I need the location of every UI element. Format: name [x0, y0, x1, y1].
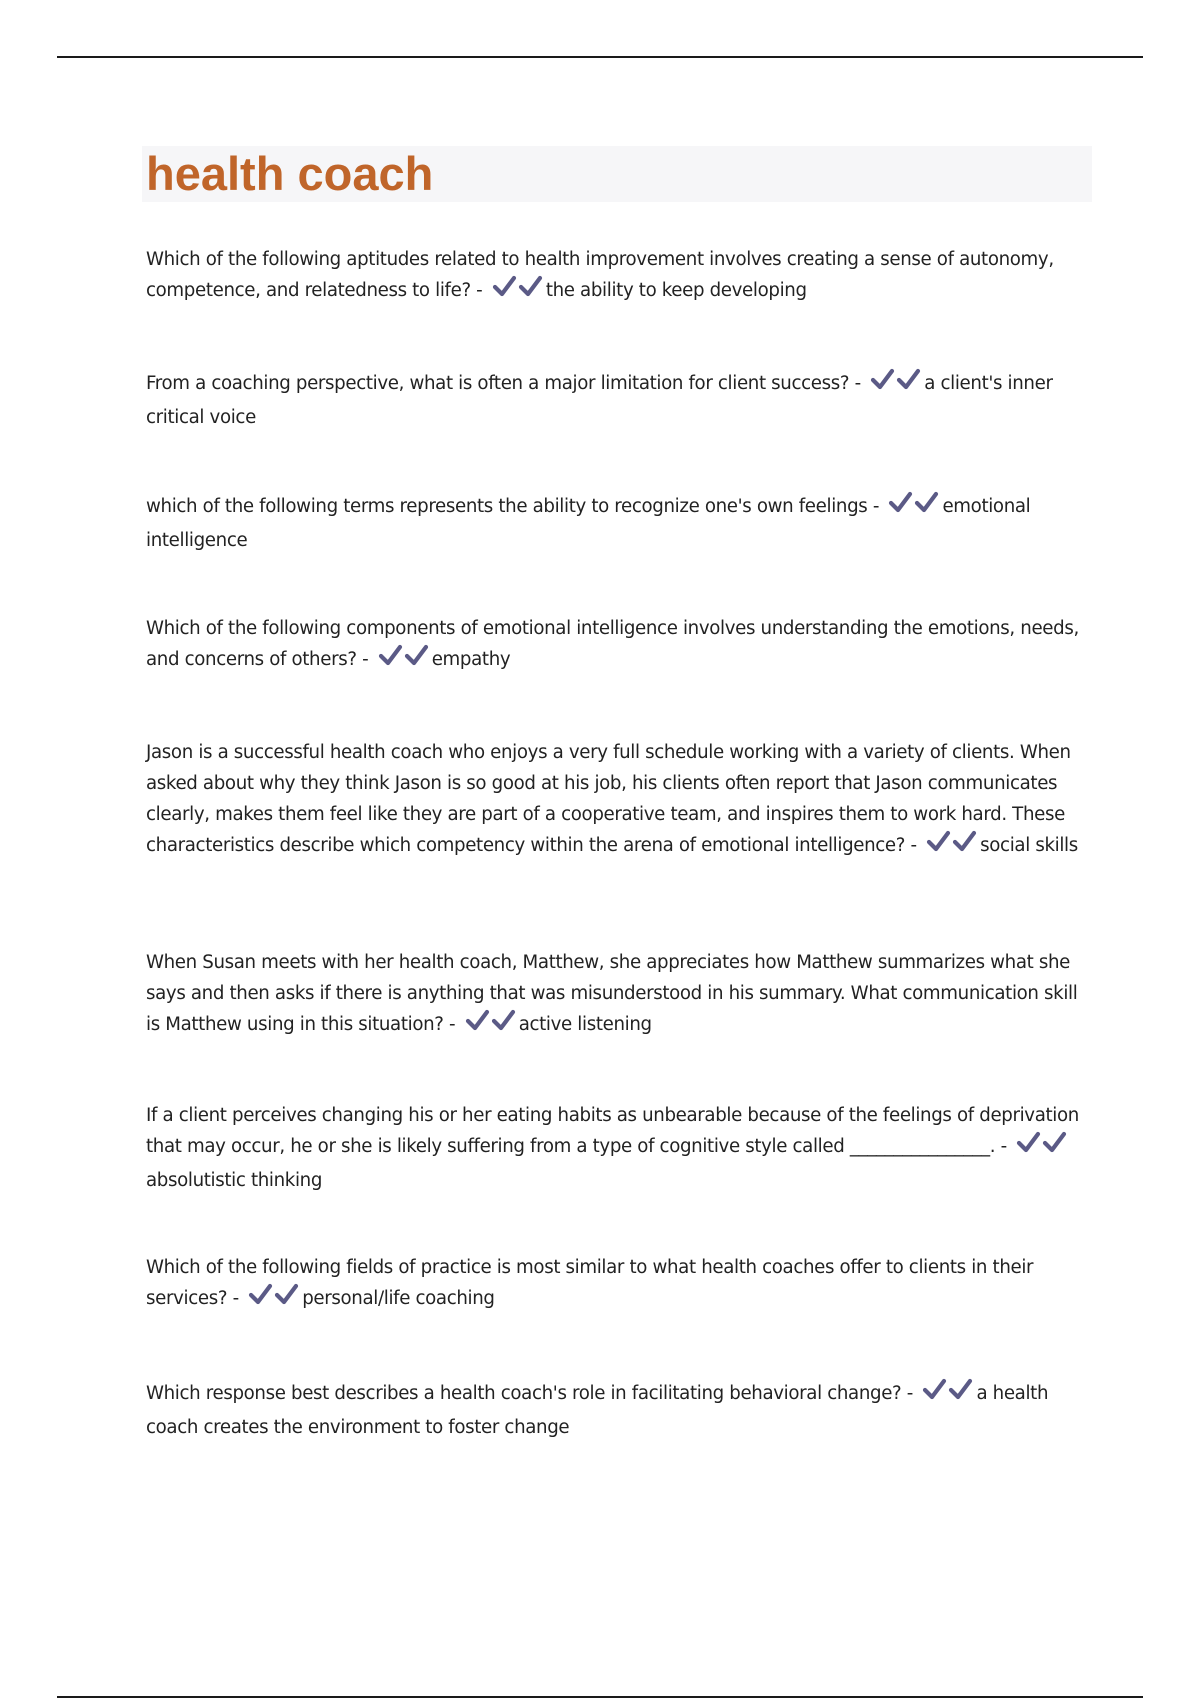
answer-text: emotional intelligence	[146, 496, 1031, 551]
question-text: Which of the following fields of practice is most similar to what health coaches offer to clients in their services?	[146, 1257, 1034, 1309]
double-check-icon	[926, 830, 978, 864]
question-text: When Susan meets with her health coach, Matthew, she appreciates how Matthew summarizes what she says and then asks if there is anything that was misunderstood in his summary. What communication skill is Matthew using in this situation?	[146, 952, 1078, 1035]
qa-item	[146, 1378, 1091, 1443]
question-text: Which response best describes a health coach's role in facilitating behavioral change?	[146, 1383, 902, 1404]
answer-text: personal/life coaching	[302, 1288, 495, 1309]
bottom-rule	[57, 1696, 1143, 1698]
answer-text: empathy	[431, 649, 511, 670]
answer-text: absolutistic thinking	[146, 1170, 323, 1191]
separator: -	[356, 649, 374, 670]
check-icon	[1042, 1131, 1068, 1155]
question-text: From a coaching perspective, what is often a major limitation for client success?	[146, 373, 850, 394]
check-icon	[1016, 1131, 1042, 1155]
separator: -	[995, 1136, 1013, 1157]
check-icon	[948, 1378, 974, 1402]
double-check-icon	[465, 1009, 517, 1043]
qa-item	[146, 1100, 1091, 1196]
check-icon	[465, 1009, 491, 1033]
check-icon	[926, 830, 952, 854]
check-icon	[870, 368, 896, 392]
double-check-icon	[870, 368, 922, 402]
qa-item	[146, 368, 1091, 433]
check-icon	[378, 644, 404, 668]
separator: -	[849, 373, 867, 394]
check-icon	[491, 1009, 517, 1033]
question-text: Jason is a successful health coach who enjoys a very full schedule working with a variety of clients. When asked about why they think Jason is so good at his job, his clients often report that Jason communicates clearly, makes them feel like they are part of a cooperative team, and inspires them to work hard. These characteristics describe which competency within the arena of emotional intelligence?	[146, 742, 1071, 856]
question-text: Which of the following components of emotional intelligence involves understanding the emotions, needs, and concerns of others?	[146, 618, 1079, 670]
page-title: health coach	[146, 147, 434, 200]
question-text: which of the following terms represents the ability to recognize one's own feelings	[146, 496, 868, 517]
title-band	[142, 146, 1092, 202]
check-icon	[888, 491, 914, 515]
qa-item	[146, 1252, 1091, 1317]
qa-item	[146, 244, 1091, 309]
qa-item	[146, 491, 1091, 556]
separator: -	[443, 1014, 461, 1035]
double-check-icon	[378, 644, 430, 678]
top-rule	[57, 56, 1143, 58]
answer-text: active listening	[518, 1014, 652, 1035]
check-icon	[518, 275, 544, 299]
check-icon	[922, 1378, 948, 1402]
check-icon	[404, 644, 430, 668]
qa-item	[146, 737, 1091, 864]
qa-item	[146, 947, 1091, 1043]
check-icon	[914, 491, 940, 515]
double-check-icon	[248, 1283, 300, 1317]
double-check-icon	[492, 275, 544, 309]
separator: -	[905, 835, 923, 856]
answer-text: a client's inner critical voice	[146, 373, 1053, 428]
double-check-icon	[922, 1378, 974, 1412]
check-icon	[896, 368, 922, 392]
check-icon	[952, 830, 978, 854]
answer-text: a health coach creates the environment to foster change	[146, 1383, 1049, 1438]
double-check-icon	[888, 491, 940, 525]
question-text: Which of the following aptitudes related to health improvement involves creating a sense of autonomy, competence, and relatedness to life?	[146, 249, 1054, 301]
answer-text: social skills	[980, 835, 1078, 856]
question-text: If a client perceives changing his or her eating habits as unbearable because of the feelings of deprivation that may occur, he or she is likely suffering from a type of cognitive style called ________________.	[146, 1105, 1079, 1157]
qa-item	[146, 613, 1091, 678]
separator: -	[227, 1288, 245, 1309]
separator: -	[470, 280, 488, 301]
answer-text: the ability to keep developing	[545, 280, 807, 301]
check-icon	[274, 1283, 300, 1307]
separator: -	[901, 1383, 919, 1404]
check-icon	[248, 1283, 274, 1307]
check-icon	[492, 275, 518, 299]
separator: -	[867, 496, 885, 517]
double-check-icon	[1016, 1131, 1068, 1165]
